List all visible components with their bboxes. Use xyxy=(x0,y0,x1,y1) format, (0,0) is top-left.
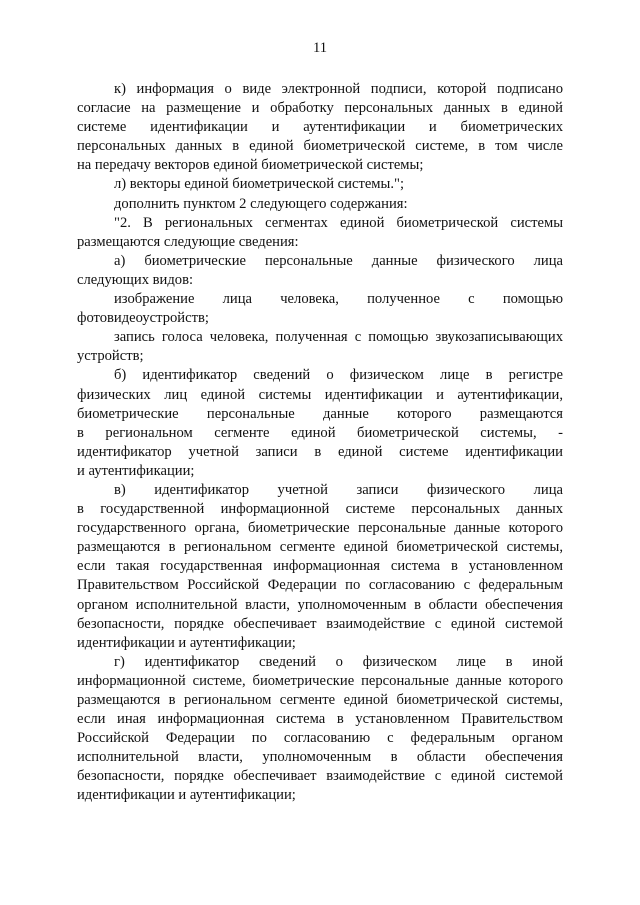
text-line: дополнить пунктом 2 следующего содержания: xyxy=(114,195,408,212)
text-line: биометрические персональные данные которого размещаются xyxy=(77,405,563,422)
text-line: изображение лица человека, полученное с помощью xyxy=(114,291,563,308)
paragraph-l xyxy=(77,175,563,194)
text-line: органом исполнительной власти, уполномоченным в области обеспечения xyxy=(77,596,563,613)
text-line: если такая государственная информационная система в установленном xyxy=(77,558,563,575)
text-line: если иная информационная система в установленном Правительством xyxy=(77,711,563,728)
text-line: в) идентификатор учетной записи физического лица xyxy=(114,481,563,498)
text-line: персональных данных в единой биометрической системе, в том числе xyxy=(77,138,563,155)
text-line: идентификатор учетной записи в единой системе идентификации xyxy=(77,443,563,460)
text-line: исполнительной власти, уполномоченным в области обеспечения xyxy=(77,749,563,766)
paragraph-v xyxy=(77,481,563,653)
text-line: устройств; xyxy=(77,348,144,365)
paragraph-image xyxy=(77,290,563,328)
text-line: государственного органа, биометрические персональные данные которого xyxy=(77,520,563,537)
page-number: 11 xyxy=(312,40,328,56)
text-line: в региональном сегменте единой биометрической системы, - xyxy=(77,424,563,441)
paragraph-g xyxy=(77,653,563,806)
text-line: физических лиц единой системы идентификации и аутентификации, xyxy=(77,386,563,403)
text-line: безопасности, порядке обеспечивает взаимодействие с единой системой xyxy=(77,768,563,785)
text-line: г) идентификатор сведений о физическом лице в иной xyxy=(114,653,563,670)
text-line: л) векторы единой биометрической системы."; xyxy=(114,176,405,193)
paragraph-p2 xyxy=(77,214,563,252)
text-line: следующих видов: xyxy=(77,271,194,288)
text-line: информационной системе, биометрические персональные данные которого xyxy=(77,672,563,689)
text-line: Российской Федерации по согласованию с федеральным органом xyxy=(77,730,563,747)
text-line: запись голоса человека, полученная с помощью звукозаписывающих xyxy=(114,329,563,346)
paragraph-supplement xyxy=(77,195,563,214)
text-line: к) информация о виде электронной подписи, которой подписано xyxy=(114,81,563,97)
text-line: идентификации и аутентификации; xyxy=(77,634,296,651)
text-line: б) идентификатор сведений о физическом лице в регистре xyxy=(114,367,563,384)
paragraph-b xyxy=(77,366,563,481)
text-line: согласие на размещение и обработку персональных данных в единой xyxy=(77,100,563,117)
text-line: фотовидеоустройств; xyxy=(77,310,209,327)
text-line: безопасности, порядке обеспечивает взаимодействие с единой системой xyxy=(77,615,563,632)
text-line: системе идентификации и аутентификации и биометрических xyxy=(77,119,563,136)
paragraph-voice xyxy=(77,328,563,366)
text-line: идентификации и аутентификации; xyxy=(77,787,296,804)
text-line: и аутентификации; xyxy=(77,462,195,479)
text-line: размещаются в региональном сегменте единой биометрической системы, xyxy=(77,539,563,556)
paragraph-k xyxy=(77,80,563,175)
text-line: размещаются следующие сведения: xyxy=(77,233,299,250)
text-line: а) биометрические персональные данные физического лица xyxy=(114,252,563,269)
text-line: на передачу векторов единой биометрической системы; xyxy=(77,157,424,174)
text-line: Правительством Российской Федерации по согласованию с федеральным xyxy=(77,577,563,594)
document-body xyxy=(77,80,563,806)
paragraph-a xyxy=(77,252,563,290)
text-line: "2. В региональных сегментах единой биометрической системы xyxy=(114,214,563,231)
text-line: размещаются в региональном сегменте единой биометрической системы, xyxy=(77,692,563,708)
text-line: в государственной информационной системе персональных данных xyxy=(77,501,563,518)
